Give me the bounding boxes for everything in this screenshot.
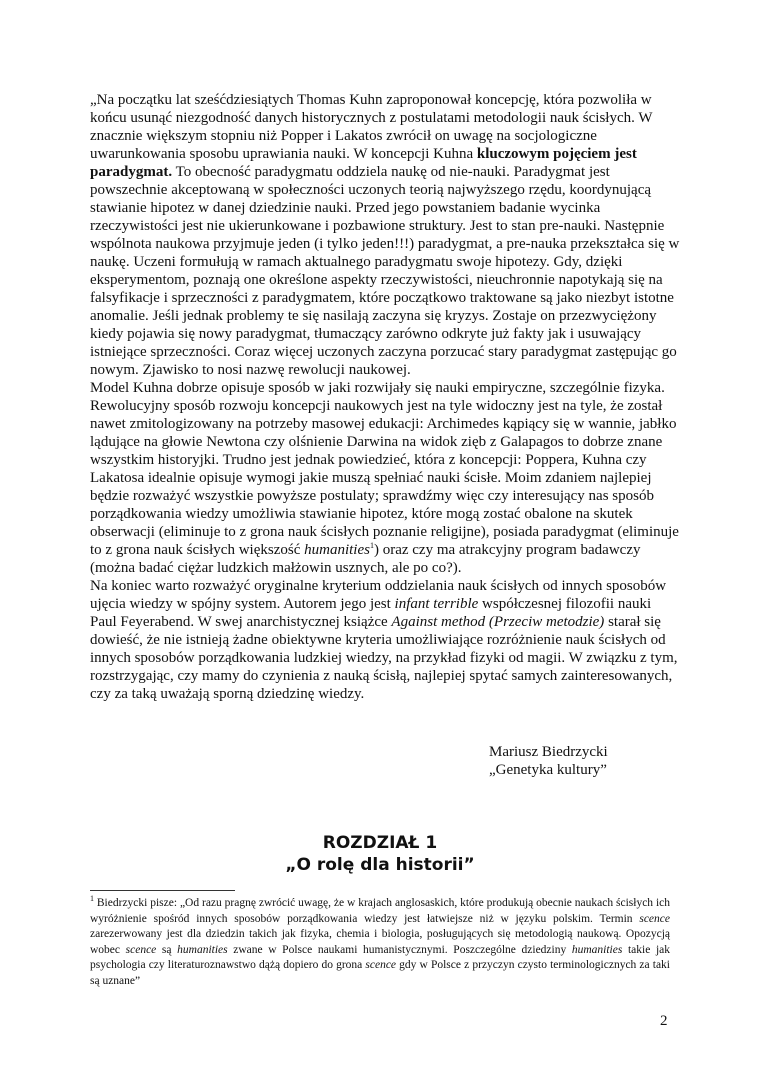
signature — [489, 743, 608, 779]
footnote-separator — [90, 890, 235, 891]
main-text — [90, 91, 680, 703]
footnote-reference: 1 — [369, 541, 374, 550]
paragraph-model: Model Kuhna dobrze opisuje sposób w jaki rozwijały się nauki empiryczne, szczególnie fizyka. Rewolucyjny sposób rozwoju koncepcji naukowych jest na tyle widoczny jest na tyle, że został nawet zmitologizowany na potrzeby masowej edukacji: Archimedes kąpiący się w wannie, jabłko lądujące na głowie Newtona czy olśnienie Darwina na widok zięb z Galapagos to dobrze znane wszystkim historyjki. Trudno jest jednak powiedzieć, która z koncepcji: Poppera, Kuhna czy Lakatosa idealnie opisuje wymogi jakie muszą spełniać nauki ścisłe. Moim zdaniem najlepiej będzie rozważyć wszystkie powyższe postulaty; sprawdźmy więc czy interesujący nas sposób porządkowania wiedzy umożliwia stawianie hipotez, które mogą zostać obalone na skutek obserwacji (eliminuje to z grona nauk ścisłych poznanie religijne), posiada paradygmat (eliminuje to z grona nauk ścisłych większość humanities$^1$) oraz czy ma atrakcyjny program badawczy (można badać ciężar ludzkich małżowin usznych, ale po co?). — [90, 380, 679, 576]
paragraph-feyerabend: Na koniec warto rozważyć oryginalne kryterium oddzielania nauk ścisłych od innych sposobów ujęcia wiedzy w spójny system. Autorem jego jest infant terrible współczesnej filozofii nauki Paul Feyerabend. W swej anarchistycznej książce Against method (Przeciw metodzie) starał się dowieść, że nie istnieją żadne obiektywne kryteria umożliwiające rozróżnienie nauk ścisłych od innych sposobów porządkowania ludzkiej wiedzy, na przykład fizyki od magii. W związku z tym, rozstrzygając, czy mamy do czynienia z nauką ścisłą, najlepiej spytać samych zainteresowanych, czy za taką uważają sporną dziedzinę wiedzy. — [90, 578, 678, 702]
signature-work: „Genetyka kultury” — [489, 762, 607, 778]
page-number: 2 — [660, 1013, 668, 1029]
footnote-mark: 1 — [90, 894, 94, 904]
signature-author: Mariusz Biedrzycki — [489, 744, 608, 760]
italic-humanities: humanities — [304, 542, 370, 558]
bold-phrase: kluczowym pojęciem jest paradygmat. — [90, 146, 637, 180]
chapter-title: „O rolę dla historii” — [285, 855, 475, 875]
chapter-number: ROZDZIAŁ 1 — [322, 833, 438, 853]
italic-infant-terrible: infant terrible — [394, 596, 479, 612]
paragraph-kuhn: „Na początku lat sześćdziesiątych Thomas Kuhn zaproponował koncepcję, która pozwoliła w końcu usunąć niezgodność danych historycznych z postulatami metodologii nauk ścisłych. W znacznie większym stopniu niż Popper i Lakatos zwrócił on uwagę na socjologiczne uwarunkowania sposobu uprawiania nauki. W koncepcji Kuhna kluczowym pojęciem jest paradygmat. To obecność paradygmatu oddziela naukę od nie-nauki. Paradygmat jest powszechnie akceptowaną w społeczności uczonych teorią najwyższego rzędu, koordynującą stawianie hipotez w danej dziedzinie nauki. Przed jego powstaniem badanie wycinka rzeczywistości jest nie ukierunkowane i pozbawione struktury. Jest to stan pre-nauki. Następnie wspólnota naukowa przyjmuje jeden (i tylko jeden!!!) paradygmat, a pre-nauka przekształca się w naukę. Uczeni formułują w ramach aktualnego paradygmatu swoje hipotezy. Gdy, dzięki eksperymentom, poznają one określone aspekty rzeczywistości, nieuchronnie napotykają się na falsyfikacje i sprzeczności z paradygmatem, które początkowo traktowane są jako niezbyt istotne anomalie. Jeśli jednak problemy te się nasilają zaczyna się kryzys. Zostaje on przezwyciężony kiedy pojawia się nowy paradygmat, tłumaczący zarówno odkryte już fakty jak i usuwający istniejące sprzeczności. Coraz więcej uczonych zaczyna porzucać stary paradygmat zastępując go nowym. Zjawisko to nosi nazwę rewolucji naukowej. — [90, 92, 680, 378]
italic-book-title: Against method (Przeciw metodzie) — [391, 614, 605, 630]
chapter-heading — [0, 832, 760, 876]
footnote: $^1$ Biedrzycki pisze: „Od razu pragnę zwrócić uwagę, że w krajach anglosaskich, które produkują obecnie naukach ścisłych ich wyróżnienie spośród innych sposobów porządkowania wiedzy jest łatwiejsze niż w języku polskim. Termin scence zarezerwowany jest dla dziedzin takich jak fizyka, chemia i biologia, posługujących się metodologią naukową. Opozycją wobec scence są humanities zwane w Polsce naukami humanistycznymi. Poszczególne dziedziny humanities takie jak psychologia czy literaturoznawstwo dążą dopiero do grona scence gdy w Polsce z przyczyn czysto terminologicznych za taki są uznane” — [90, 894, 670, 987]
